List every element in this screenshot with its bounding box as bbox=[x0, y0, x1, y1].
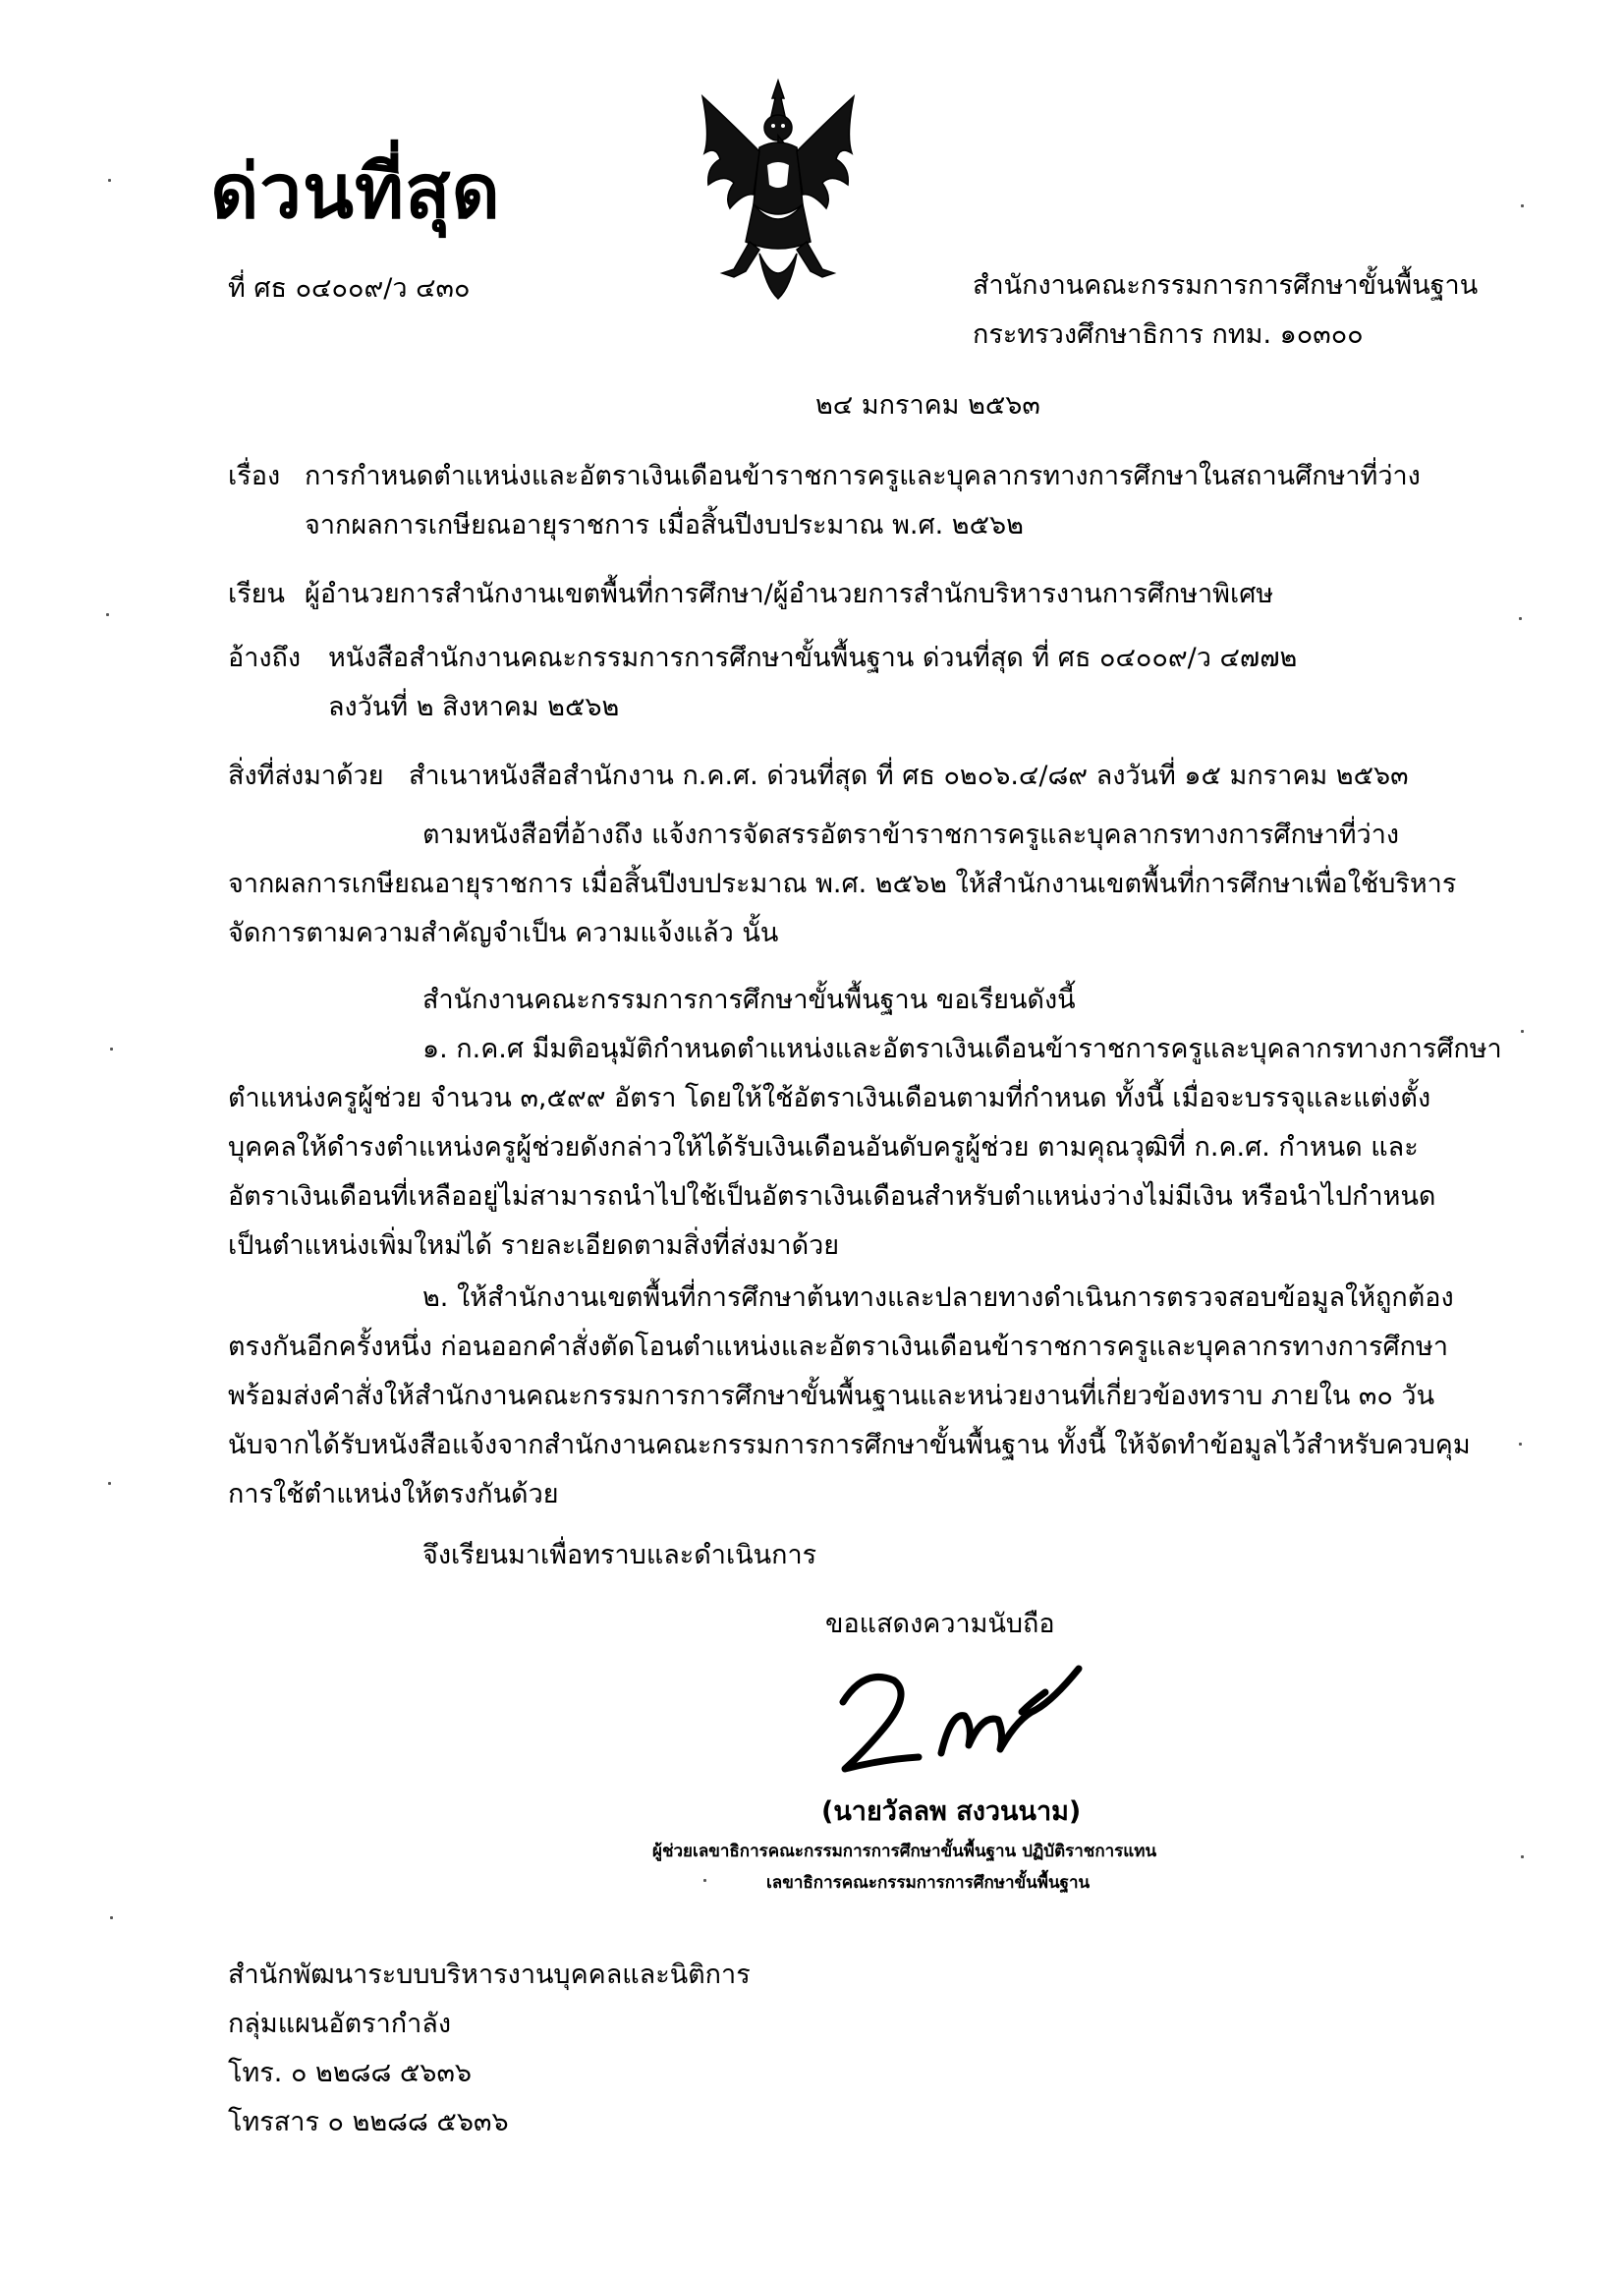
office-name: สำนักงานคณะกรรมการการศึกษาขั้นพื้นฐาน bbox=[973, 270, 1479, 301]
scan-speck bbox=[1521, 1855, 1524, 1858]
recipient-text: ผู้อำนวยการสำนักงานเขตพื้นที่การศึกษา/ผู้อำนวยการสำนักบริหารงานการศึกษาพิเศษ bbox=[305, 579, 1274, 609]
subject-line-2: จากผลการเกษียณอายุราชการ เมื่อสิ้นปีงบประมาณ พ.ศ. ๒๕๖๒ bbox=[305, 510, 1024, 540]
regards-text: ขอแสดงความนับถือ bbox=[825, 1609, 1055, 1639]
item-1-line: ๑. ก.ค.ศ มีมติอนุมัติกำหนดตำแหน่งและอัตราเงินเดือนข้าราชการครูและบุคลากรทางการศึกษา bbox=[422, 1034, 1502, 1064]
reference-line-2: ลงวันที่ ๒ สิงหาคม ๒๕๖๒ bbox=[328, 692, 620, 722]
scan-speck bbox=[1519, 1443, 1522, 1446]
item-1-line: เป็นตำแหน่งเพิ่มใหม่ได้ รายละเอียดตามสิ่งที่ส่งมาด้วย bbox=[228, 1230, 840, 1261]
enclosure-text: สำเนาหนังสือสำนักงาน ก.ค.ศ. ด่วนที่สุด ที่ ศธ ๐๒๐๖.๔/๘๙ ลงวันที่ ๑๕ มกราคม ๒๕๖๓ bbox=[409, 761, 1409, 791]
subject-label: เรื่อง bbox=[228, 461, 281, 491]
scan-speck bbox=[1521, 1030, 1524, 1033]
body-paragraph-1-line: จัดการตามความสำคัญจำเป็น ความแจ้งแล้ว นั้น bbox=[228, 918, 779, 948]
footer-group: กลุ่มแผนอัตรากำลัง bbox=[228, 2009, 452, 2039]
signatory-title-line-2: เลขาธิการคณะกรรมการการศึกษาขั้นพื้นฐาน bbox=[766, 1873, 1091, 1893]
item-2-line: พร้อมส่งคำสั่งให้สำนักงานคณะกรรมการการศึกษาขั้นพื้นฐานและหน่วยงานที่เกี่ยวข้องทราบ ภายใน ๓๐ วัน bbox=[228, 1381, 1435, 1411]
scan-speck bbox=[110, 1916, 113, 1919]
closing-text: จึงเรียนมาเพื่อทราบและดำเนินการ bbox=[422, 1540, 817, 1570]
body-paragraph-2: สำนักงานคณะกรรมการการศึกษาขั้นพื้นฐาน ขอเรียนดังนี้ bbox=[422, 985, 1076, 1015]
reference-line-1: หนังสือสำนักงานคณะกรรมการการศึกษาขั้นพื้นฐาน ด่วนที่สุด ที่ ศธ ๐๔๐๐๙/ว ๔๗๗๒ bbox=[328, 643, 1298, 673]
signatory-name: (นายวัลลพ สงวนนาม) bbox=[821, 1796, 1082, 1827]
garuda-emblem-icon bbox=[695, 77, 862, 305]
item-1-line: บุคคลให้ดำรงตำแหน่งครูผู้ช่วยดังกล่าวให้ได้รับเงินเดือนอันดับครูผู้ช่วย ตามคุณวุฒิที่ ก.ค.ศ. กำหนด และ bbox=[228, 1132, 1419, 1163]
scan-speck bbox=[108, 1482, 111, 1485]
footer-department: สำนักพัฒนาระบบบริหารงานบุคคลและนิติการ bbox=[228, 1960, 751, 1990]
scan-speck bbox=[108, 179, 111, 182]
item-2-line: ๒. ให้สำนักงานเขตพื้นที่การศึกษาต้นทางและปลายทางดำเนินการตรวจสอบข้อมูลให้ถูกต้อง bbox=[422, 1282, 1454, 1313]
scan-speck bbox=[110, 1048, 113, 1051]
item-2-line: นับจากได้รับหนังสือแจ้งจากสำนักงานคณะกรรมการการศึกษาขั้นพื้นฐาน ทั้งนี้ ให้จัดทำข้อมูลไว้สำหรับควบคุม bbox=[228, 1430, 1471, 1460]
scan-speck bbox=[703, 1879, 706, 1882]
signatory-title-line-1: ผู้ช่วยเลขาธิการคณะกรรมการการศึกษาขั้นพื้นฐาน ปฏิบัติราชการแทน bbox=[652, 1842, 1157, 1861]
document-date: ๒๔ มกราคม ๒๕๖๓ bbox=[815, 390, 1040, 421]
office-address: กระทรวงศึกษาธิการ กทม. ๑๐๓๐๐ bbox=[973, 319, 1364, 350]
footer-fax: โทรสาร ๐ ๒๒๘๘ ๕๖๓๖ bbox=[228, 2107, 509, 2137]
body-paragraph-1-line: จากผลการเกษียณอายุราชการ เมื่อสิ้นปีงบประมาณ พ.ศ. ๒๕๖๒ ให้สำนักงานเขตพื้นที่การศึกษาเพื่อใช้บริหาร bbox=[228, 869, 1457, 899]
item-2-line: ตรงกันอีกครั้งหนึ่ง ก่อนออกคำสั่งตัดโอนตำแหน่งและอัตราเงินเดือนข้าราชการครูและบุคลากรทางการศึกษา bbox=[228, 1332, 1448, 1362]
footer-telephone: โทร. ๐ ๒๒๘๘ ๕๖๓๖ bbox=[228, 2058, 473, 2088]
reference-label: อ้างถึง bbox=[228, 643, 302, 673]
enclosure-label: สิ่งที่ส่งมาด้วย bbox=[228, 761, 384, 791]
reference-number: ที่ ศธ ๐๔๐๐๙/ว ๔๓๐ bbox=[228, 273, 471, 304]
handwritten-signature bbox=[825, 1643, 1100, 1791]
recipient-label: เรียน bbox=[228, 579, 286, 609]
scan-speck bbox=[1519, 617, 1522, 620]
item-1-line: อัตราเงินเดือนที่เหลืออยู่ไม่สามารถนำไปใช้เป็นอัตราเงินเดือนสำหรับตำแหน่งว่างไม่มีเงิน หรือนำไปกำหนด bbox=[228, 1181, 1436, 1212]
subject-line-1: การกำหนดตำแหน่งและอัตราเงินเดือนข้าราชการครูและบุคลากรทางการศึกษาในสถานศึกษาที่ว่าง bbox=[305, 461, 1421, 491]
urgency-stamp: ด่วนที่สุด bbox=[210, 147, 501, 235]
scan-speck bbox=[106, 613, 109, 616]
item-2-line: การใช้ตำแหน่งให้ตรงกันด้วย bbox=[228, 1479, 559, 1509]
body-paragraph-1-line: ตามหนังสือที่อ้างถึง แจ้งการจัดสรรอัตราข้าราชการครูและบุคลากรทางการศึกษาที่ว่าง bbox=[422, 820, 1400, 850]
item-1-line: ตำแหน่งครูผู้ช่วย จำนวน ๓,๕๙๙ อัตรา โดยให้ใช้อัตราเงินเดือนตามที่กำหนด ทั้งนี้ เมื่อจะบรรจุและแต่งตั้ง bbox=[228, 1083, 1431, 1113]
scan-speck bbox=[1521, 204, 1524, 207]
